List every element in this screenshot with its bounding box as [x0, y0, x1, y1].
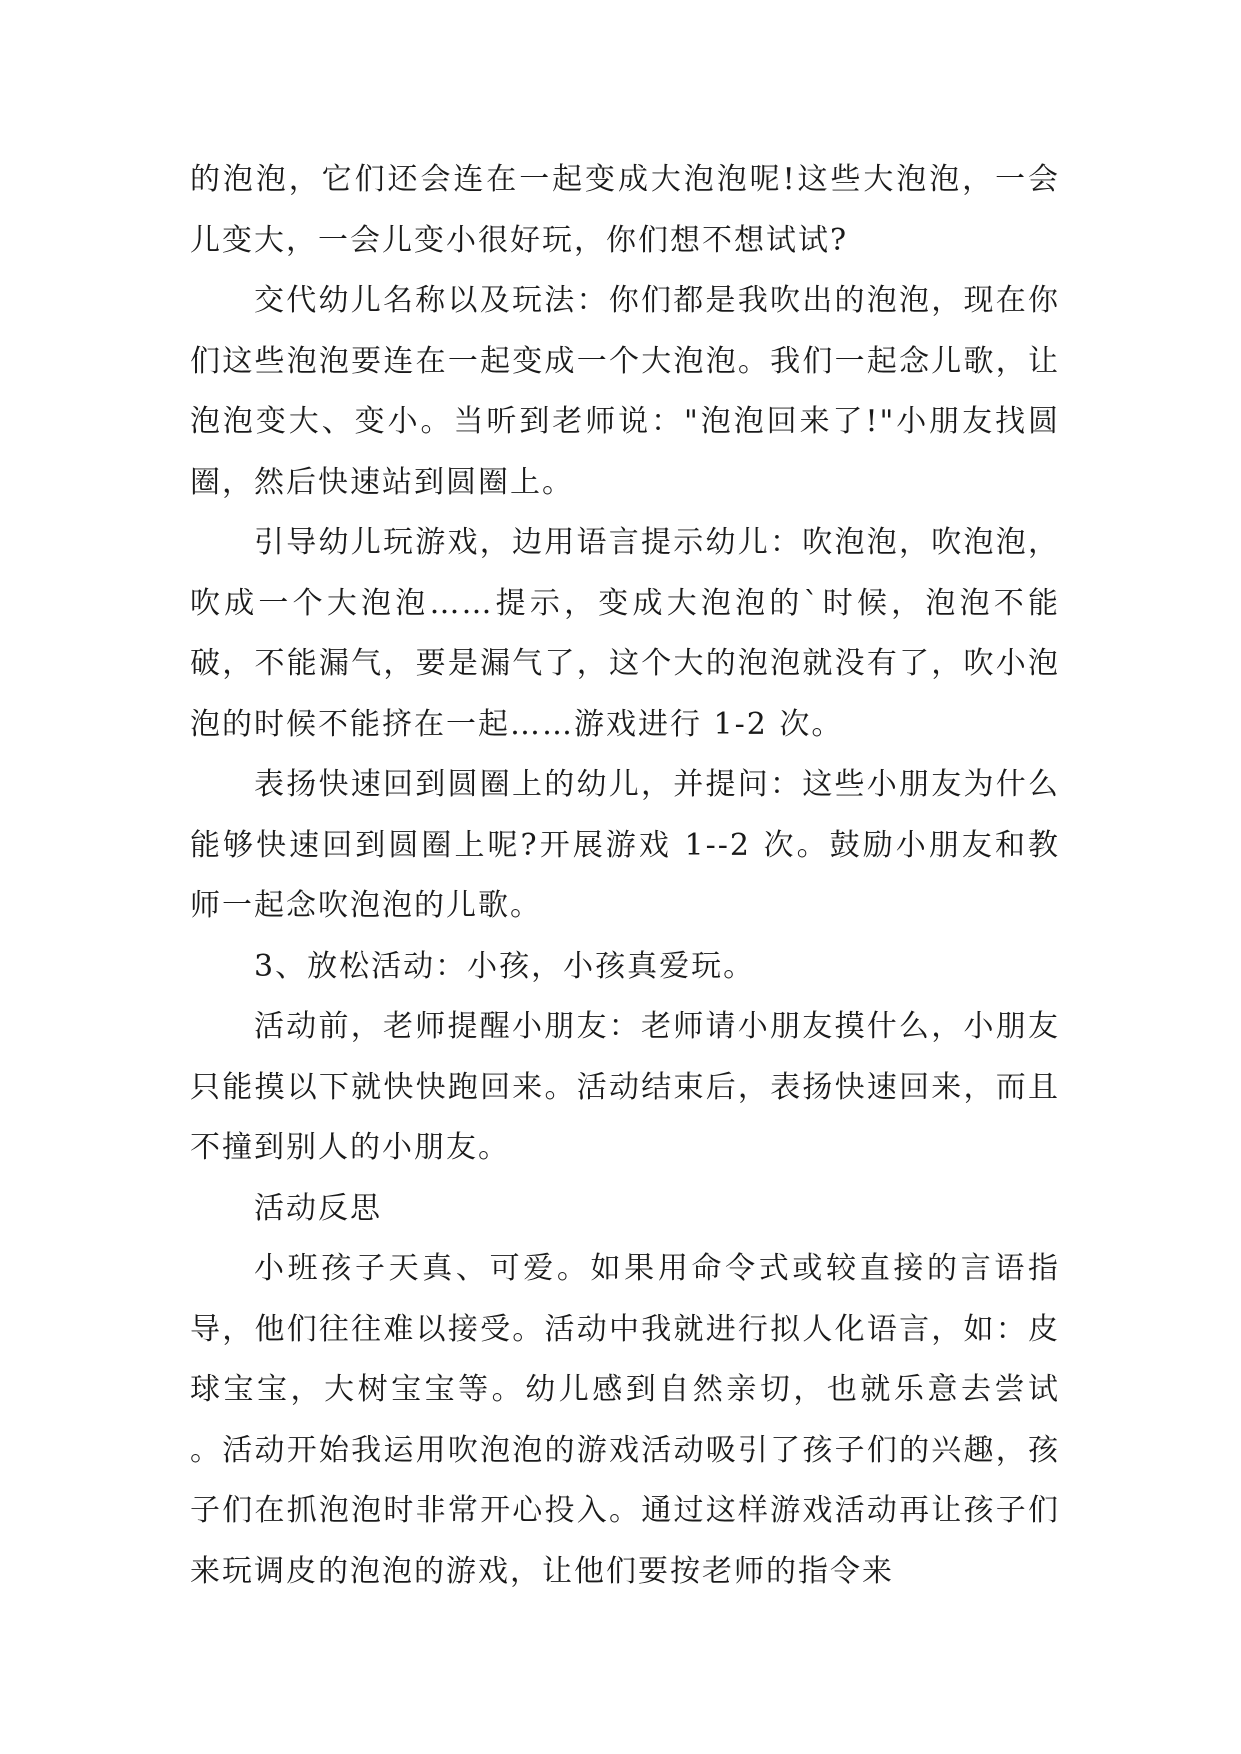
paragraph-6: 活动前，老师提醒小朋友：老师请小朋友摸什么，小朋友只能摸以下就快快跑回来。活动结束后，表扬快速回来，而且不撞到别人的小朋友。 — [190, 1009, 1060, 1165]
paragraph-4: 表扬快速回到圆圈上的幼儿，并提问：这些小朋友为什么能够快速回到圆圈上呢?开展游戏 1--2 次。鼓励小朋友和教师一起念吹泡泡的儿歌。 — [190, 767, 1060, 923]
paragraph-5: 3、放松活动：小孩，小孩真爱玩。 — [254, 948, 756, 984]
paragraph-2: 交代幼儿名称以及玩法：你们都是我吹出的泡泡，现在你们这些泡泡要连在一起变成一个大泡泡。我们一起念儿歌，让泡泡变大、变小。当听到老师说："泡泡回来了!"小朋友找圆圈，然后快速站到圆圈上。 — [190, 283, 1060, 500]
paragraph-3: 引导幼儿玩游戏，边用语言提示幼儿：吹泡泡，吹泡泡，吹成一个大泡泡……提示，变成大泡泡的`时候，泡泡不能破，不能漏气，要是漏气了，这个大的泡泡就没有了，吹小泡泡的时候不能挤在一起……游戏进行 1-2 次。 — [190, 525, 1060, 742]
paragraph-1: 的泡泡，它们还会连在一起变成大泡泡呢!这些大泡泡，一会儿变大，一会儿变小很好玩，你们想不想试试? — [190, 162, 1060, 258]
document-body — [190, 150, 1060, 1602]
section-heading-reflection: 活动反思 — [254, 1190, 382, 1226]
paragraph-8: 小班孩子天真、可爱。如果用命令式或较直接的言语指导，他们往往难以接受。活动中我就进行拟人化语言，如：皮球宝宝，大树宝宝等。幼儿感到自然亲切，也就乐意去尝试 。活动开始我运用吹泡泡的游戏活动吸引了孩子们的兴趣，孩子们在抓泡泡时非常开心投入。通过这样游戏活动再让孩子们来玩调皮的泡泡的游戏，让他们要按老师的指令来 — [190, 1251, 1060, 1589]
